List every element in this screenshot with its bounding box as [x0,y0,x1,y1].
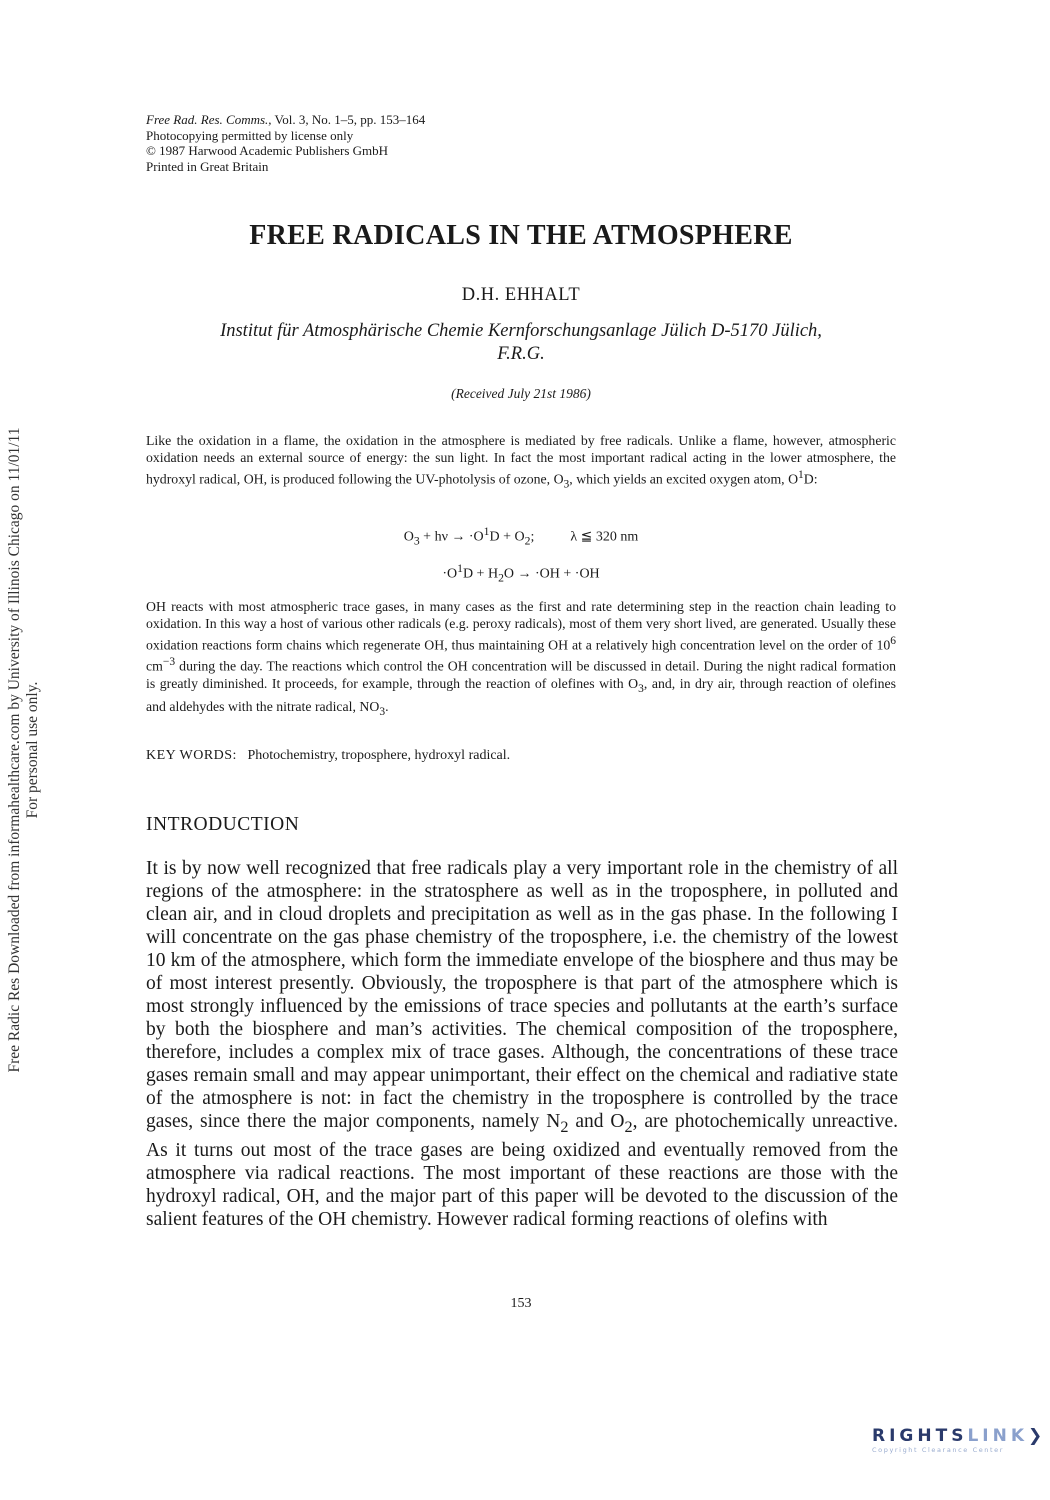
received-date: (Received July 21st 1986) [451,386,591,401]
journal-volume: Vol. 3, No. 1–5, pp. 153–164 [274,112,426,127]
journal-permission: Photocopying permitted by license only [146,127,354,143]
equation-oh-formation: $\cdot O^1D + H_2O \to \cdot OH + \cdot OH$ [442,562,600,585]
rightslink-logo-part1: RIGHTS [872,1426,968,1446]
keywords-label: KEY WORDS: [146,748,237,763]
equation-ozone-photolysis: $O_3 + h\nu \to \cdot O^1D + O_2$; λ ≦ 320 nm [403,525,639,548]
affiliation-line-2: F.R.G. [497,344,545,364]
abstract-paragraph-1: Like the oxidation in a flame, the oxidation in the atmosphere is mediated by free radicals. Unlike a flame, however, atmospheric oxidation needs an external source of energy: the sun light. In fact the most important radical acting in the lower atmosphere, the hydroxyl radical, OH, is produced following the UV-photolysis of ozone, $O_3$, which yields an excited oxygen atom, $O^1D$: [146,433,896,491]
rightslink-logo[interactable] [872,1426,1043,1466]
watermark-line-1: Free Radic Res Downloaded from informahealthcare.com by University of Illinois Chicago on 11/01/11 [6,427,23,1073]
journal-copyright: © 1987 Harwood Academic Publishers GmbH [146,143,389,158]
journal-printed: Printed in Great Britain [146,158,269,174]
affiliation-line-1: Institut für Atmosphärische Chemie Kernforschungsanlage Jülich D-5170 Jülich, [220,321,822,341]
introduction-paragraph: It is by now well recognized that free radicals play a very important role in the chemistry of all regions of the atmosphere: in the stratosphere as well as in the troposphere, in polluted and clean air, and in cloud droplets and precipitation as well as in the gas phase. In the following I will concentrate on the gas phase chemistry of the troposphere, i.e. the chemistry of the lowest 10 km of the atmosphere, which form the immediate envelope of the biosphere and thus may be of most interest presently. Obviously, the troposphere is that part of the atmosphere which is most strongly influenced by the emissions of trace species and pollutants at the earth’s surface by both the biosphere and man’s activities. The chemical composition of the troposphere, therefore, includes a complex mix of trace gases. Although, the concentrations of these trace gases remain small and may appear unimportant, their effect on the chemical and radiative state of the atmosphere is not: in fact the chemistry in the troposphere is controlled by the trace gases, since there the major components, namely $N_2$ and $O_2$, are photochemically unreactive. As it turns out most of the trace gases are being oxidized and eventually removed from the atmosphere via radical reactions. The most important of these reactions are those with the hydroxyl radical, OH, and the major part of this paper will be devoted to the discussion of the salient features of the OH chemistry. However radical forming reactions of olefins with [146,858,898,1230]
watermark-line-2: For personal use only. [24,681,41,819]
affiliation [146,320,896,366]
rightslink-logo-part2: LINK [967,1426,1028,1446]
journal-citation-line [146,112,425,128]
abstract-paragraph-2: OH reacts with most atmospheric trace gases, in many cases as the first and rate determining step in the reaction chain leading to oxidation. In this way a host of various other radicals (e.g. peroxy radicals), most of them very short lived, are generated. Usually these oxidation reactions form chains which regenerate OH, thus maintaining OH at a relatively high concentration level on the order of $10^6$ $cm^{-3}$ during the day. The reactions which control the OH concentration will be discussed in detail. During the night radical formation is greatly diminished. It proceeds, for example, through the reaction of olefines with $O_3$, and, in dry air, through reaction of olefines and aldehydes with the nitrate radical, $NO_3$. [146,599,896,718]
journal-citation: Free Rad. Res. Comms., [146,112,272,127]
paper-title: FREE RADICALS IN THE ATMOSPHERE [249,220,793,251]
section-heading-introduction: INTRODUCTION [146,814,300,835]
keywords [146,748,896,764]
page-number: 153 [510,1296,532,1311]
rightslink-logo-subtitle: Copyright Clearance Center [872,1446,1005,1454]
chevron-right-icon: ❯ [1028,1426,1043,1446]
journal-info [146,112,425,174]
download-watermark [6,410,76,1090]
keywords-text: Photochemistry, troposphere, hydroxyl radical. [247,748,511,763]
author: D.H. EHHALT [461,285,581,305]
